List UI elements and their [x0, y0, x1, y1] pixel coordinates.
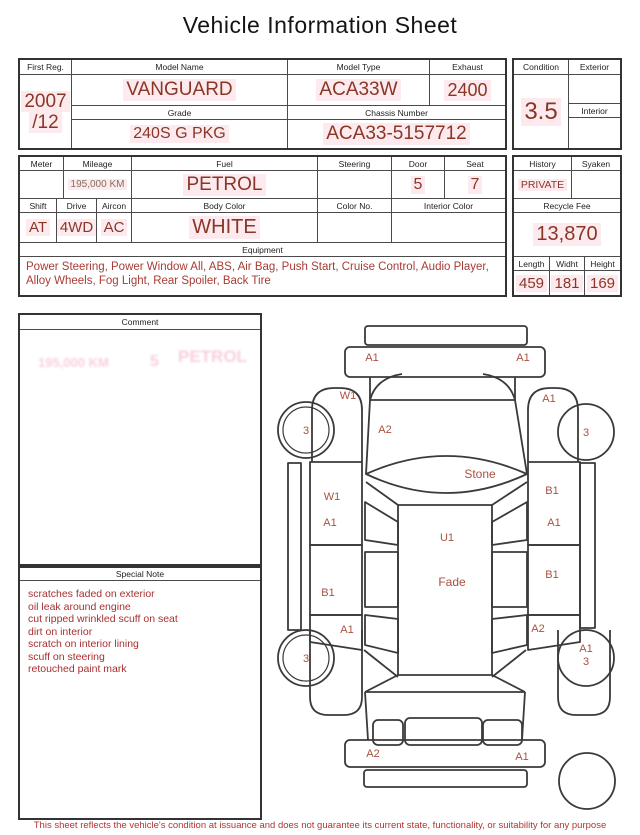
damage-label-fade: Fade [438, 575, 466, 589]
color-no-label: Color No. [318, 199, 392, 213]
special-note-line: retouched paint mark [28, 663, 127, 675]
damage-label-quarter-right: A2 [531, 623, 545, 635]
disclaimer-text: This sheet reflects the vehicle's condition at issuance and does not guarantee its current state, functionality, or suitability for any purpose [33, 820, 607, 831]
comment-label: Comment [20, 315, 260, 330]
color-no-value [318, 213, 392, 243]
damage-labels [303, 352, 593, 763]
condition-box [512, 58, 622, 150]
chassis-label: Chassis Number [288, 106, 505, 120]
exhaust-value: 2400 [430, 75, 505, 106]
length-value: 459 [514, 271, 550, 295]
special-note-line: scratches faded on exterior [28, 588, 155, 600]
damage-label-hood: A2 [378, 424, 392, 436]
history-value: PRIVATE [514, 171, 572, 199]
registration-table [18, 58, 507, 150]
damage-label-door-right: A1 [547, 517, 561, 529]
exterior-label: Exterior [569, 60, 620, 75]
shift-label: Shift [20, 199, 57, 213]
model-type-value: ACA33W [288, 75, 430, 106]
shift-value: AT [20, 213, 57, 243]
damage-label-sill-left: W1 [323, 491, 341, 503]
drive-label: Drive [57, 199, 97, 213]
meter-label: Meter [20, 157, 64, 171]
height-value: 169 [585, 271, 620, 295]
damage-label-rear-door-left: B1 [321, 587, 335, 599]
door-label: Door [392, 157, 445, 171]
equipment-value: Power Steering, Power Window All, ABS, Air Bag, Push Start, Cruise Control, Audio Player, Alloy Wheels, Fog Light, Rear Spoiler, Back Tire [26, 261, 489, 288]
first-reg-label: First Reg. [20, 60, 72, 75]
fuel-label: Fuel [132, 157, 318, 171]
aircon-value: AC [97, 213, 132, 243]
specs-table [18, 155, 507, 297]
seat-label: Seat [445, 157, 505, 171]
interior-color-value [392, 213, 505, 243]
aircon-label: Aircon [97, 199, 132, 213]
interior-label: Interior [569, 104, 620, 118]
condition-score: 3.5 [514, 75, 569, 148]
wheel-grade-rear-left: 3 [302, 653, 310, 665]
history-label: History [514, 157, 572, 171]
length-label: Length [514, 257, 550, 271]
height-label: Height [585, 257, 620, 271]
damage-label-rear-door-right: B1 [545, 569, 559, 581]
special-note-list [28, 588, 256, 676]
model-type-label: Model Type [288, 60, 430, 75]
mileage-label: Mileage [64, 157, 132, 171]
damage-label-front-bumper-right: A1 [516, 352, 530, 364]
spare-tire [559, 753, 615, 809]
door-value: 5 [392, 171, 445, 199]
page-title: Vehicle Information Sheet [182, 12, 458, 38]
body-color-label: Body Color [132, 199, 318, 213]
comment-box [18, 313, 262, 566]
car-damage-diagram [270, 312, 640, 812]
grade-label: Grade [72, 106, 288, 120]
syaken-label: Syaken [572, 157, 620, 171]
syaken-value [572, 171, 620, 199]
special-note-line: oil leak around engine [28, 600, 131, 613]
car-outline [278, 326, 615, 809]
special-note-line: cut ripped wrinkled scuff on seat [28, 613, 178, 625]
body-color-value: WHITE [132, 213, 318, 243]
seat-value: 7 [445, 171, 505, 199]
wheel-grade-front-left: 3 [302, 425, 310, 437]
damage-label-rear-bumper-left: A2 [366, 748, 380, 760]
wheel-inner-rings [283, 407, 329, 681]
steering-value [318, 171, 392, 199]
exhaust-label: Exhaust [430, 60, 505, 75]
damage-label-front-bumper-left: A1 [365, 352, 379, 364]
first-reg-month: /12 [29, 112, 61, 133]
width-label: Widht [550, 257, 585, 271]
model-name-label: Model Name [72, 60, 288, 75]
damage-label-side-right-top: B1 [545, 485, 559, 497]
exterior-value [569, 75, 620, 104]
damage-label-roof-u1: U1 [439, 532, 455, 544]
recycle-fee-label: Recycle Fee [514, 199, 620, 213]
comment-ghost-fuel: PETROL [178, 347, 247, 366]
grade-value: 240S G PKG [72, 120, 288, 148]
first-reg-year: 2007 [21, 91, 69, 112]
special-note-line: scuff on steering [28, 650, 105, 663]
special-note-line: dirt on interior [28, 625, 93, 638]
history-box [512, 155, 622, 297]
first-reg-value [20, 75, 72, 148]
damage-label-quarter-left: A1 [340, 624, 354, 636]
damage-label-stone: Stone [464, 467, 496, 481]
condition-label: Condition [514, 60, 569, 75]
chassis-value: ACA33-5157712 [288, 120, 505, 148]
comment-ghost-mileage: 195,000 KM [38, 355, 109, 370]
width-value: 181 [550, 271, 585, 295]
fuel-value: PETROL [132, 171, 318, 199]
drive-value: 4WD [57, 213, 97, 243]
damage-label-fender-right: A1 [542, 393, 556, 405]
damage-label-fender-left: W1 [339, 390, 357, 402]
interior-color-label: Interior Color [392, 199, 505, 213]
recycle-fee-value: 13,870 [514, 213, 620, 257]
mileage-value: 195,000 KM [64, 171, 132, 199]
wheel-grade-front-right: 3 [582, 427, 590, 439]
damage-label-rear-bumper-right: A1 [515, 751, 529, 763]
damage-label-rear-wheel-right: A1 [579, 643, 593, 655]
steering-label: Steering [318, 157, 392, 171]
special-note-box [18, 566, 262, 820]
special-note-line: scratch on interior lining [28, 638, 139, 650]
interior-value [569, 118, 620, 148]
equipment-label: Equipment [20, 243, 505, 257]
wheel-grade-rear-right: 3 [582, 656, 590, 668]
meter-value [20, 171, 64, 199]
comment-ghost-door: 5 [150, 353, 159, 370]
model-name-value: VANGUARD [72, 75, 288, 106]
damage-label-door-left: A1 [323, 517, 337, 529]
special-note-label: Special Note [20, 568, 260, 581]
